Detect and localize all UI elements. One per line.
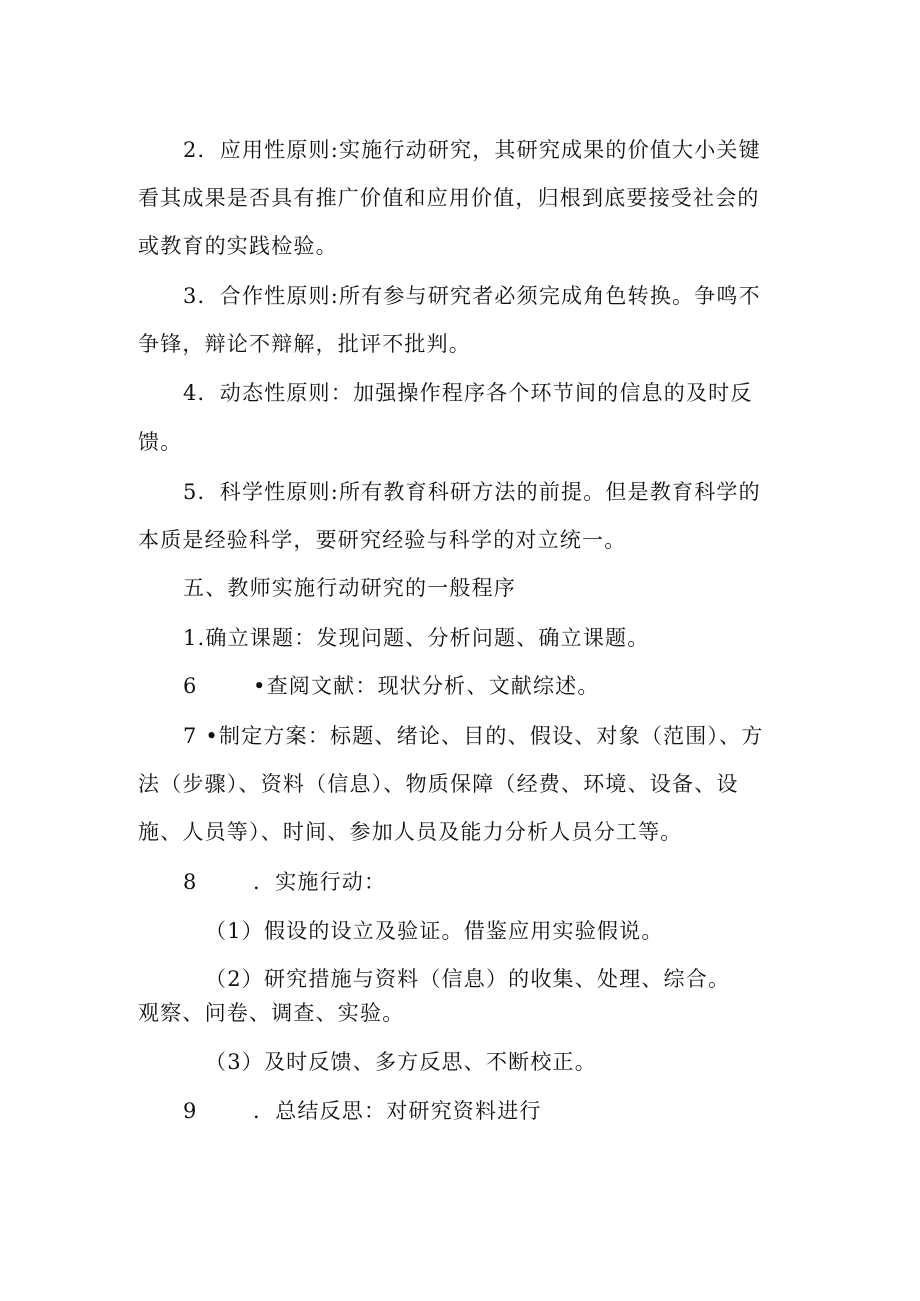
paragraph-line: 法（步骤）、资料（信息）、物质保障（经费、环境、设备、设 xyxy=(138,772,739,796)
list-item xyxy=(183,867,920,897)
paragraph-line: 本质是经验科学，要研究经验与科学的对立统一。 xyxy=(138,528,627,552)
sub-list-item: （3）及时反馈、多方反思、不断校正。 xyxy=(205,1050,597,1074)
paragraph-line: 争锋，辩论不辩解，批评不批判。 xyxy=(138,332,471,356)
paragraph-line: 施、人员等）、时间、参加人员及能力分析人员分工等。 xyxy=(138,820,683,844)
section-heading: 五、教师实施行动研究的一般程序 xyxy=(183,576,516,600)
paragraph-line: 或教育的实践检验。 xyxy=(138,234,338,258)
sub-list-item: （1）假设的设立及验证。借鉴应用实验假说。 xyxy=(205,919,664,943)
list-item: 7 •制定方案：标题、绪论、目的、假设、对象（范围）、方 xyxy=(183,724,764,748)
list-item-number: 9 xyxy=(183,1099,198,1123)
list-item-text: •查阅文献：现状分析、文献综述。 xyxy=(253,674,600,698)
list-item-number: 6 xyxy=(183,674,198,698)
sub-list-item: （2）研究措施与资料（信息）的收集、处理、综合。 xyxy=(205,967,731,991)
list-item: 1.确立课题：发现问题、分析问题、确立课题。 xyxy=(183,626,650,650)
list-item xyxy=(183,1096,920,1126)
list-item-text: ．总结反思：对研究资料进行 xyxy=(253,1099,542,1123)
list-item-text: ．实施行动： xyxy=(253,870,387,894)
paragraph-line: 4．动态性原则：加强操作程序各个环节间的信息的及时反 xyxy=(183,381,753,405)
paragraph-line: 2．应用性原则:实施行动研究，其研究成果的价值大小关键 xyxy=(183,138,761,162)
paragraph-line: 馈。 xyxy=(138,430,183,454)
list-item xyxy=(183,671,920,701)
paragraph-line: 3．合作性原则:所有参与研究者必须完成角色转换。争鸣不 xyxy=(183,284,761,308)
paragraph-line: 5．科学性原则:所有教育科研方法的前提。但是教育科学的 xyxy=(183,480,761,504)
list-item-number: 8 xyxy=(183,870,198,894)
paragraph-line: 看其成果是否具有推广价值和应用价值，归根到底要接受社会的 xyxy=(138,186,760,210)
paragraph-line: 观察、问卷、调查、实验。 xyxy=(138,1001,405,1025)
